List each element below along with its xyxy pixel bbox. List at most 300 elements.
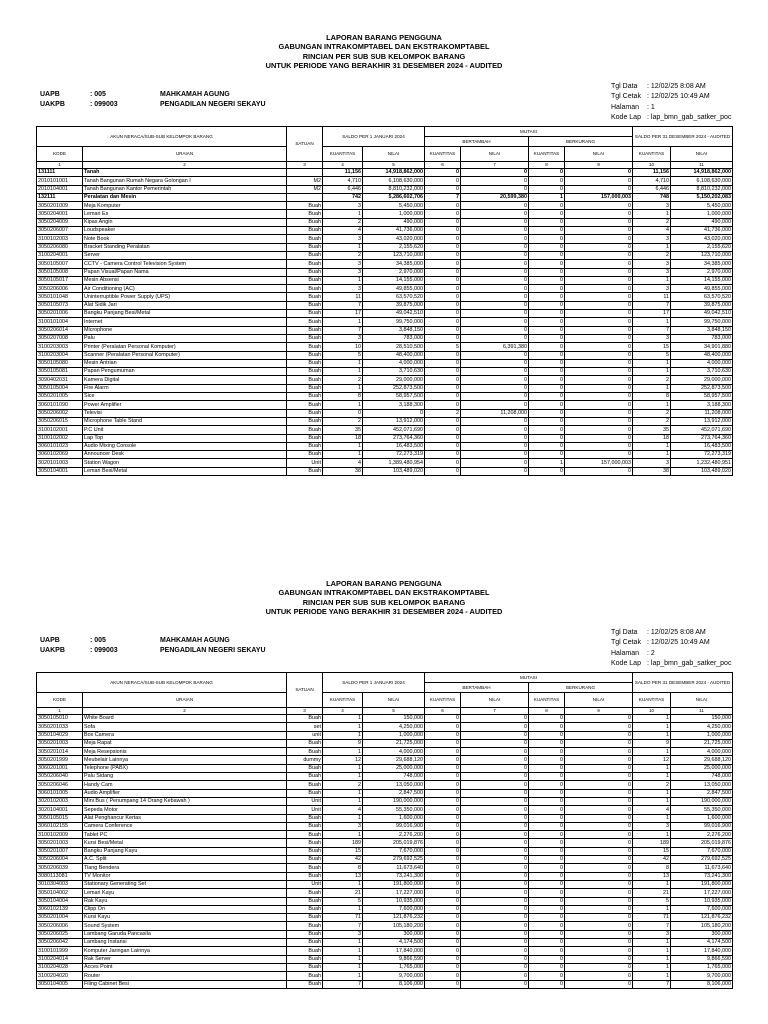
table-row — [37, 426, 733, 434]
bertambah-kuantitas-cell: 0 — [425, 831, 461, 839]
report-subtitle: GABUNGAN INTRAKOMPTABEL DAN EKSTRAKOMPTABEL — [278, 588, 490, 598]
saldo-awal-nilai-cell: 39,875,000 — [363, 301, 425, 309]
satuan-cell: Buah — [287, 467, 323, 475]
berkurang-kuantitas-cell: 0 — [529, 202, 565, 210]
column-number: 7 — [461, 708, 529, 715]
saldo-akhir-nilai-cell: 2,155,620 — [671, 243, 733, 251]
bertambah-nilai-cell: 0 — [461, 177, 529, 185]
satuan-cell: Unit — [287, 880, 323, 888]
kode-cell: 3050201003 — [37, 739, 83, 747]
satuan-cell: Buah — [287, 781, 323, 789]
saldo-awal-kuantitas-cell: 17 — [323, 310, 363, 318]
saldo-awal-kuantitas-cell: 1 — [323, 723, 363, 731]
uraian-cell: Kamera Digital — [83, 376, 287, 384]
saldo-awal-kuantitas-cell: 1 — [323, 243, 363, 251]
saldo-awal-kuantitas-cell: 1 — [323, 963, 363, 971]
berkurang-nilai-cell: 0 — [565, 731, 633, 739]
kode-cell: 3020102003 — [37, 797, 83, 805]
saldo-akhir-kuantitas-cell: 748 — [633, 193, 671, 201]
satuan-cell: Buah — [287, 426, 323, 434]
saldo-awal-kuantitas-cell: 1 — [323, 764, 363, 772]
berkurang-kuantitas-cell: 0 — [529, 310, 565, 318]
saldo-akhir-nilai-cell: 8,810,232,000 — [671, 185, 733, 193]
satuan-cell: Buah — [287, 847, 323, 855]
berkurang-kuantitas-cell: 0 — [529, 856, 565, 864]
uraian-cell: TV Monitor — [83, 872, 287, 880]
saldo-awal-nilai-cell: 43,020,000 — [363, 235, 425, 243]
saldo-awal-kuantitas-cell: 3 — [323, 235, 363, 243]
uapb-code: : 005 — [90, 637, 106, 644]
satuan-cell: Buah — [287, 739, 323, 747]
berkurang-nilai-cell: 0 — [565, 972, 633, 980]
kode-lap-value: : lap_bmn_gab_satker_poc — [647, 660, 732, 668]
saldo-awal-kuantitas-cell: 742 — [323, 193, 363, 201]
saldo-akhir-kuantitas-cell: 189 — [633, 839, 671, 847]
berkurang-kuantitas-cell: 0 — [529, 822, 565, 830]
uraian-header: URAIAN — [83, 693, 287, 708]
saldo-akhir-kuantitas-cell: 2 — [633, 781, 671, 789]
table-row — [37, 334, 733, 342]
berkurang-header: BERKURANG — [529, 137, 633, 147]
bertambah-nilai-cell: 0 — [461, 897, 529, 905]
berkurang-nilai-cell: 0 — [565, 434, 633, 442]
saldo-awal-nilai-cell: 6,108,630,000 — [363, 177, 425, 185]
satuan-cell: Buah — [287, 856, 323, 864]
saldo-akhir-kuantitas-cell: 1 — [633, 243, 671, 251]
saldo-akhir-kuantitas-cell: 1 — [633, 442, 671, 450]
kode-cell: 3050105008 — [37, 268, 83, 276]
berkurang-kuantitas-cell: 1 — [529, 193, 565, 201]
uraian-cell: Box Camera — [83, 731, 287, 739]
saldo-awal-nilai-cell: 121,876,232 — [363, 914, 425, 922]
satuan-cell: Unit — [287, 459, 323, 467]
saldo-awal-kuantitas-cell: 18 — [323, 434, 363, 442]
uraian-cell: Palu Sidang — [83, 773, 287, 781]
saldo-awal-nilai-cell: 4,250,000 — [363, 723, 425, 731]
berkurang-nilai-cell: 0 — [565, 393, 633, 401]
bertambah-nilai-cell: 0 — [461, 715, 529, 723]
bertambah-kuantitas-cell: 0 — [425, 980, 461, 988]
saldo-akhir-kuantitas-cell: 1 — [633, 748, 671, 756]
kuantitas-header: KUANTITAS — [323, 147, 363, 162]
satuan-cell: Buah — [287, 368, 323, 376]
berkurang-nilai-cell: 0 — [565, 185, 633, 193]
satuan-cell: Buah — [287, 963, 323, 971]
berkurang-kuantitas-cell: 0 — [529, 426, 565, 434]
saldo-akhir-nilai-cell: 123,710,000 — [671, 251, 733, 259]
berkurang-nilai-cell: 0 — [565, 831, 633, 839]
satuan-cell: Buah — [287, 839, 323, 847]
bertambah-kuantitas-cell: 0 — [425, 285, 461, 293]
bertambah-kuantitas-cell: 0 — [425, 293, 461, 301]
column-number: 7 — [461, 162, 529, 169]
satuan-cell: Buah — [287, 393, 323, 401]
saldo-akhir-kuantitas-cell: 2 — [633, 417, 671, 425]
bertambah-kuantitas-cell: 5 — [425, 343, 461, 351]
uraian-cell: Audio Amplifier — [83, 789, 287, 797]
berkurang-kuantitas-cell: 0 — [529, 343, 565, 351]
saldo-awal-kuantitas-cell: 3 — [323, 202, 363, 210]
bertambah-kuantitas-cell: 0 — [425, 451, 461, 459]
bertambah-nilai-cell: 0 — [461, 218, 529, 226]
satuan-cell: Buah — [287, 268, 323, 276]
table-row — [37, 177, 733, 185]
halaman-value: : 2 — [647, 649, 655, 657]
saldo-awal-nilai-cell: 48,400,000 — [363, 351, 425, 359]
uraian-cell: Uninterruptible Power Supply (UPS) — [83, 293, 287, 301]
berkurang-nilai-cell: 0 — [565, 177, 633, 185]
table-row — [37, 359, 733, 367]
saldo-akhir-kuantitas-cell: 1 — [633, 210, 671, 218]
saldo-awal-kuantitas-cell: 2 — [323, 781, 363, 789]
saldo-awal-nilai-cell: 490,000 — [363, 218, 425, 226]
table-row — [37, 773, 733, 781]
saldo-awal-nilai-cell: 5,450,000 — [363, 202, 425, 210]
uraian-cell: Bracket Standing Peralatan — [83, 243, 287, 251]
report-title: LAPORAN BARANG PENGGUNA — [326, 33, 442, 42]
satuan-cell: Unit — [287, 797, 323, 805]
saldo-awal-kuantitas-cell: 1 — [323, 715, 363, 723]
bertambah-nilai-cell: 0 — [461, 856, 529, 864]
berkurang-kuantitas-cell: 0 — [529, 939, 565, 947]
bertambah-kuantitas-cell: 0 — [425, 963, 461, 971]
saldo-awal-kuantitas-cell: 1 — [323, 276, 363, 284]
saldo-awal-kuantitas-cell: 1 — [323, 773, 363, 781]
berkurang-nilai-cell: 0 — [565, 276, 633, 284]
kode-cell: 3090402031 — [37, 376, 83, 384]
berkurang-nilai-cell: 0 — [565, 268, 633, 276]
saldo-akhir-kuantitas-cell: 42 — [633, 856, 671, 864]
saldo-awal-nilai-cell: 8,106,000 — [363, 980, 425, 988]
saldo-awal-nilai-cell: 783,000 — [363, 334, 425, 342]
saldo-akhir-nilai-cell: 1,000,000 — [671, 210, 733, 218]
kode-cell: 2010101001 — [37, 177, 83, 185]
berkurang-nilai-cell: 0 — [565, 880, 633, 888]
saldo-awal-kuantitas-cell: 5 — [323, 351, 363, 359]
bertambah-nilai-cell: 0 — [461, 947, 529, 955]
bertambah-nilai-cell: 0 — [461, 889, 529, 897]
table-row — [37, 955, 733, 963]
saldo-awal-nilai-cell: 13,050,000 — [363, 781, 425, 789]
saldo-akhir-kuantitas-cell: 35 — [633, 426, 671, 434]
saldo-akhir-kuantitas-cell: 1 — [633, 731, 671, 739]
saldo-akhir-nilai-cell: 252,873,500 — [671, 384, 733, 392]
uraian-cell: Sice — [83, 393, 287, 401]
column-number: 5 — [363, 708, 425, 715]
kode-cell: 3050206046 — [37, 781, 83, 789]
bertambah-kuantitas-cell: 7 — [425, 193, 461, 201]
saldo-awal-kuantitas-cell: 4 — [323, 806, 363, 814]
saldo-awal-kuantitas-cell: 0 — [323, 409, 363, 417]
bertambah-nilai-cell: 0 — [461, 260, 529, 268]
saldo-awal-nilai-cell: 103,489,020 — [363, 467, 425, 475]
berkurang-kuantitas-cell: 0 — [529, 169, 565, 177]
satuan-cell: Buah — [287, 326, 323, 334]
saldo-akhir-nilai-cell: 7,600,000 — [671, 905, 733, 913]
bertambah-nilai-cell: 6,391,380 — [461, 343, 529, 351]
column-number: 2 — [83, 708, 287, 715]
bertambah-kuantitas-cell: 0 — [425, 914, 461, 922]
saldo-awal-nilai-cell: 14,155,000 — [363, 276, 425, 284]
bertambah-nilai-cell: 0 — [461, 351, 529, 359]
saldo-akhir-kuantitas-cell: 1 — [633, 359, 671, 367]
saldo-akhir-nilai-cell: 34,901,880 — [671, 343, 733, 351]
berkurang-kuantitas-cell: 0 — [529, 806, 565, 814]
bertambah-kuantitas-cell: 0 — [425, 310, 461, 318]
saldo-akhir-nilai-cell: 10,935,000 — [671, 897, 733, 905]
saldo-akhir-nilai-cell: 25,000,000 — [671, 764, 733, 772]
kode-cell: 3050207008 — [37, 334, 83, 342]
kode-cell: 3050104001 — [37, 467, 83, 475]
bertambah-nilai-cell: 0 — [461, 822, 529, 830]
kode-cell: 3050204009 — [37, 218, 83, 226]
uraian-cell: White Board — [83, 715, 287, 723]
kode-cell: 3050105081 — [37, 368, 83, 376]
nilai-header: NILAI — [671, 147, 733, 162]
saldo-awal-kuantitas-cell: 5 — [323, 897, 363, 905]
saldo-awal-kuantitas-cell: 1 — [323, 972, 363, 980]
kode-cell: 3100102001 — [37, 426, 83, 434]
nilai-header: NILAI — [363, 147, 425, 162]
kode-cell: 3100102002 — [37, 434, 83, 442]
bertambah-nilai-cell: 0 — [461, 739, 529, 747]
berkurang-kuantitas-cell: 0 — [529, 773, 565, 781]
saldo-akhir-nilai-cell: 103,489,020 — [671, 467, 733, 475]
saldo-akhir-kuantitas-cell: 1 — [633, 939, 671, 947]
saldo-akhir-nilai-cell: 99,016,900 — [671, 822, 733, 830]
berkurang-kuantitas-cell: 0 — [529, 451, 565, 459]
bertambah-nilai-cell: 0 — [461, 235, 529, 243]
saldo-akhir-kuantitas-cell: 2 — [633, 218, 671, 226]
saldo-awal-nilai-cell: 11,673,640 — [363, 864, 425, 872]
saldo-awal-kuantitas-cell: 3 — [323, 285, 363, 293]
table-row — [37, 930, 733, 938]
kode-cell: 3100204001 — [37, 251, 83, 259]
satuan-cell: M2 — [287, 177, 323, 185]
table-row — [37, 376, 733, 384]
saldo-awal-nilai-cell: 7,600,000 — [363, 905, 425, 913]
satuan-header: SATUAN — [287, 127, 323, 162]
saldo-akhir-nilai-cell: 8,106,000 — [671, 980, 733, 988]
saldo-awal-kuantitas-cell: 3 — [323, 334, 363, 342]
saldo-akhir-kuantitas-cell: 1 — [633, 715, 671, 723]
report-period: UNTUK PERIODE YANG BERAKHIR 31 DESEMBER 2024 - AUDITED — [265, 61, 503, 71]
nilai-header: NILAI — [671, 693, 733, 708]
tgl-data-label: Tgl Data — [611, 629, 638, 636]
saldo-awal-nilai-cell: 2,276,200 — [363, 831, 425, 839]
saldo-akhir-kuantitas-cell: 2 — [633, 376, 671, 384]
saldo-awal-kuantitas-cell: 11 — [323, 293, 363, 301]
column-number: 8 — [529, 708, 565, 715]
saldo-akhir-kuantitas-cell: 1 — [633, 318, 671, 326]
saldo-akhir-kuantitas-cell: 12 — [633, 756, 671, 764]
bertambah-kuantitas-cell: 0 — [425, 930, 461, 938]
berkurang-nilai-cell: 0 — [565, 343, 633, 351]
column-number: 10 — [633, 162, 671, 169]
berkurang-kuantitas-cell: 0 — [529, 930, 565, 938]
bertambah-nilai-cell: 0 — [461, 963, 529, 971]
saldo-akhir-header: SALDO PER 31 DESEMBER 2024 - AUDITED — [633, 673, 733, 693]
bertambah-kuantitas-cell: 0 — [425, 334, 461, 342]
satuan-cell: Buah — [287, 773, 323, 781]
bertambah-nilai-cell: 0 — [461, 806, 529, 814]
saldo-awal-kuantitas-cell: 1 — [323, 384, 363, 392]
bertambah-kuantitas-cell: 0 — [425, 756, 461, 764]
saldo-akhir-kuantitas-cell: 1 — [633, 963, 671, 971]
kode-cell: 3100204020 — [37, 972, 83, 980]
bertambah-nilai-cell: 11,208,000 — [461, 409, 529, 417]
berkurang-nilai-cell: 0 — [565, 227, 633, 235]
saldo-akhir-nilai-cell: 11,673,640 — [671, 864, 733, 872]
berkurang-nilai-cell: 0 — [565, 243, 633, 251]
bertambah-kuantitas-cell: 0 — [425, 318, 461, 326]
uraian-cell: Lemari Kayu — [83, 889, 287, 897]
saldo-akhir-kuantitas-cell: 1 — [633, 814, 671, 822]
berkurang-nilai-cell: 0 — [565, 401, 633, 409]
report-title-block — [0, 33, 768, 71]
bertambah-nilai-cell: 0 — [461, 797, 529, 805]
bertambah-nilai-cell: 0 — [461, 384, 529, 392]
berkurang-kuantitas-cell: 0 — [529, 789, 565, 797]
uraian-cell: Telephone (PABX) — [83, 764, 287, 772]
berkurang-nilai-cell: 0 — [565, 318, 633, 326]
table-row — [37, 897, 733, 905]
saldo-awal-nilai-cell: 13,912,000 — [363, 417, 425, 425]
saldo-awal-kuantitas-cell: 2 — [323, 417, 363, 425]
saldo-awal-nilai-cell: 63,570,520 — [363, 293, 425, 301]
uraian-cell: Komputer Jaringan Lainnya — [83, 947, 287, 955]
table-row — [37, 715, 733, 723]
uraian-cell: Handy Cam — [83, 781, 287, 789]
bertambah-kuantitas-cell: 0 — [425, 218, 461, 226]
satuan-cell: Buah — [287, 376, 323, 384]
saldo-akhir-kuantitas-cell: 1 — [633, 723, 671, 731]
uraian-cell: Tanah — [83, 169, 287, 177]
saldo-akhir-nilai-cell: 7,670,000 — [671, 847, 733, 855]
berkurang-nilai-cell: 0 — [565, 955, 633, 963]
saldo-awal-nilai-cell: 14,918,862,000 — [363, 169, 425, 177]
bertambah-nilai-cell: 0 — [461, 310, 529, 318]
saldo-awal-kuantitas-cell: 1 — [323, 748, 363, 756]
saldo-awal-kuantitas-cell: 1 — [323, 368, 363, 376]
report-title-block — [0, 579, 768, 617]
satuan-cell: Buah — [287, 831, 323, 839]
saldo-akhir-kuantitas-cell: 1 — [633, 401, 671, 409]
berkurang-kuantitas-cell: 0 — [529, 764, 565, 772]
saldo-awal-nilai-cell: 29,000,000 — [363, 376, 425, 384]
berkurang-nilai-cell: 0 — [565, 797, 633, 805]
saldo-awal-kuantitas-cell: 4 — [323, 227, 363, 235]
saldo-akhir-kuantitas-cell: 11 — [633, 293, 671, 301]
column-number: 9 — [565, 708, 633, 715]
berkurang-nilai-cell: 0 — [565, 897, 633, 905]
saldo-awal-nilai-cell: 17,840,000 — [363, 947, 425, 955]
kode-cell: 3050105017 — [37, 276, 83, 284]
bertambah-nilai-cell: 0 — [461, 376, 529, 384]
table-row — [37, 393, 733, 401]
saldo-awal-nilai-cell: 9,866,590 — [363, 955, 425, 963]
table-row — [37, 814, 733, 822]
uakpb-name: PENGADILAN NEGERI SEKAYU — [160, 647, 266, 654]
satuan-cell: Buah — [287, 409, 323, 417]
tgl-cetak-value: : 12/02/25 10:49 AM — [647, 639, 710, 647]
report-meta — [611, 628, 731, 670]
berkurang-kuantitas-cell: 0 — [529, 293, 565, 301]
kode-cell: 3050201003 — [37, 839, 83, 847]
berkurang-kuantitas-cell: 0 — [529, 872, 565, 880]
kuantitas-header: KUANTITAS — [633, 693, 671, 708]
saldo-akhir-kuantitas-cell: 1 — [633, 773, 671, 781]
saldo-awal-kuantitas-cell: 4,710 — [323, 177, 363, 185]
uraian-cell: Palu — [83, 334, 287, 342]
bertambah-kuantitas-cell: 0 — [425, 773, 461, 781]
uapb-name: MAHKAMAH AGUNG — [160, 91, 230, 98]
report-subtitle: RINCIAN PER SUB SUB KELOMPOK BARANG — [302, 597, 466, 607]
table-row — [37, 351, 733, 359]
berkurang-kuantitas-cell: 0 — [529, 814, 565, 822]
berkurang-kuantitas-cell: 0 — [529, 376, 565, 384]
bertambah-kuantitas-cell: 0 — [425, 789, 461, 797]
bertambah-kuantitas-cell: 0 — [425, 434, 461, 442]
kode-header: KODE — [37, 147, 83, 162]
saldo-akhir-nilai-cell: 4,000,000 — [671, 748, 733, 756]
saldo-awal-kuantitas-cell: 8 — [323, 864, 363, 872]
saldo-awal-nilai-cell: 190,000,000 — [363, 797, 425, 805]
satuan-cell: Buah — [287, 251, 323, 259]
saldo-awal-kuantitas-cell: 1 — [323, 442, 363, 450]
kode-cell: 3050105004 — [37, 384, 83, 392]
kuantitas-header: KUANTITAS — [425, 693, 461, 708]
table-row — [37, 748, 733, 756]
saldo-akhir-kuantitas-cell: 3 — [633, 235, 671, 243]
bertambah-kuantitas-cell: 0 — [425, 227, 461, 235]
saldo-akhir-nilai-cell: 452,071,690 — [671, 426, 733, 434]
bertambah-nilai-cell: 0 — [461, 359, 529, 367]
saldo-awal-nilai-cell: 205,019,876 — [363, 839, 425, 847]
uraian-cell: Meja Resepsionis — [83, 748, 287, 756]
uraian-cell: Bangku Panjang Kayu — [83, 847, 287, 855]
berkurang-kuantitas-cell: 0 — [529, 922, 565, 930]
table-row — [37, 880, 733, 888]
saldo-akhir-nilai-cell: 2,970,000 — [671, 268, 733, 276]
saldo-akhir-nilai-cell: 13,912,000 — [671, 417, 733, 425]
uraian-cell: Meja Rapat — [83, 739, 287, 747]
uraian-cell: Lap Top — [83, 434, 287, 442]
saldo-awal-kuantitas-cell: 1 — [323, 789, 363, 797]
saldo-akhir-nilai-cell: 4,000,000 — [671, 359, 733, 367]
bertambah-kuantitas-cell: 0 — [425, 251, 461, 259]
table-row — [37, 831, 733, 839]
column-number: 8 — [529, 162, 565, 169]
saldo-akhir-nilai-cell: 72,273,319 — [671, 451, 733, 459]
column-number: 6 — [425, 162, 461, 169]
bertambah-nilai-cell: 0 — [461, 169, 529, 177]
berkurang-kuantitas-cell: 0 — [529, 467, 565, 475]
saldo-awal-kuantitas-cell: 7 — [323, 326, 363, 334]
saldo-awal-nilai-cell: 21,725,000 — [363, 739, 425, 747]
uraian-cell: Sofa — [83, 723, 287, 731]
bertambah-kuantitas-cell: 0 — [425, 260, 461, 268]
bertambah-nilai-cell: 0 — [461, 185, 529, 193]
uraian-cell: Meja Komputer — [83, 202, 287, 210]
satuan-cell: Buah — [287, 293, 323, 301]
saldo-akhir-nilai-cell: 4,250,000 — [671, 723, 733, 731]
kode-cell: 3050105073 — [37, 301, 83, 309]
kode-cell: 3100204014 — [37, 955, 83, 963]
saldo-awal-header: SALDO PER 1 JANUARI 2024 — [323, 127, 425, 147]
saldo-akhir-nilai-cell: 21,725,000 — [671, 739, 733, 747]
bertambah-nilai-cell: 0 — [461, 434, 529, 442]
